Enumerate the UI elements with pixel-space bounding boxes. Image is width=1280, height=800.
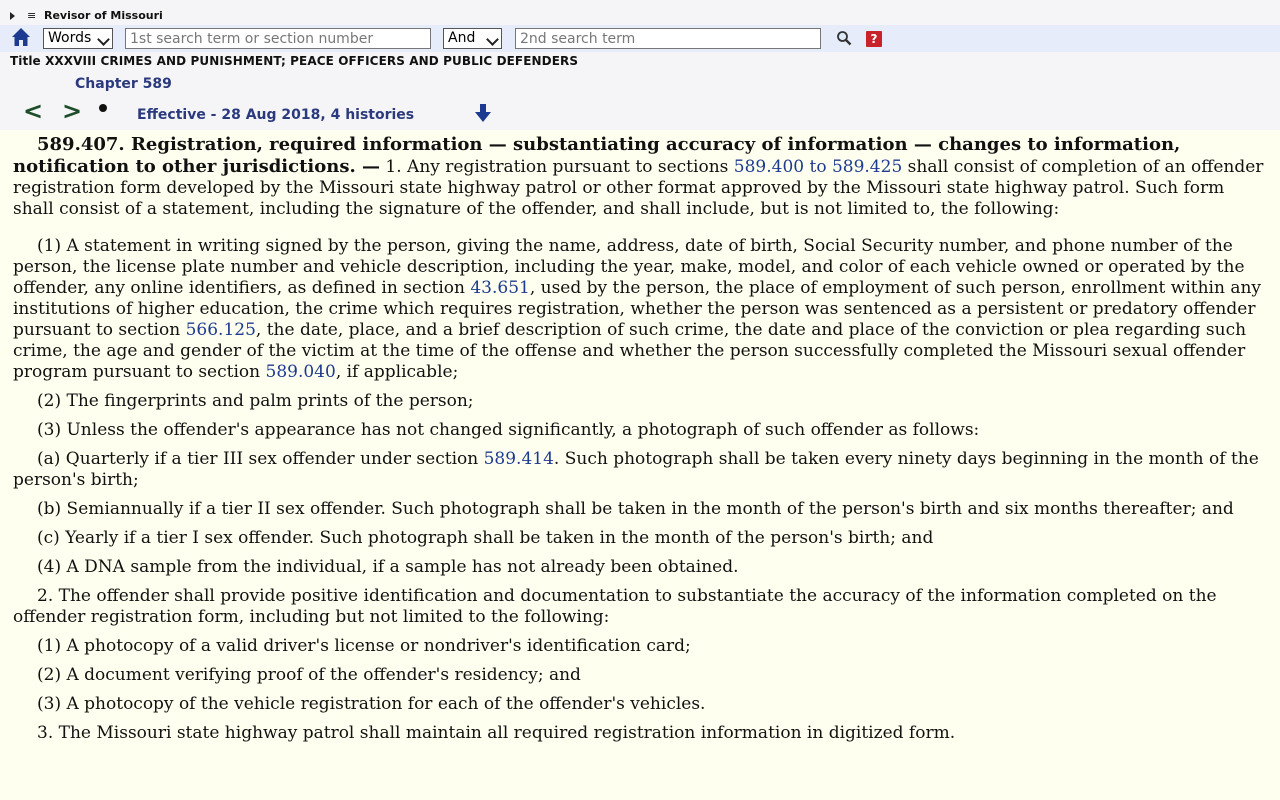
top-header [0,0,1280,130]
section-link[interactable]: 589.040 [265,362,336,382]
list-item: (c) Yearly if a tier I sex offender. Such photograph shall be taken in the month of the person's birth; and [37,528,934,548]
list-item: (2) A document verifying proof of the offender's residency; and [37,665,581,685]
chevron-down-icon [97,33,110,46]
search-mode-value: Words [48,30,92,46]
section-content [13,134,1268,752]
search-term1-input[interactable] [125,28,431,49]
prev-section-button[interactable]: < [23,97,44,125]
title-heading: Title XXXVIII CRIMES AND PUNISHMENT; PEACE OFFICERS AND PUBLIC DEFENDERS [10,54,579,68]
hamburger-icon[interactable]: ≡ [27,9,37,22]
section-paragraph: 589.407. Registration, required information — substantiating accuracy of information — changes to information, notification to other jurisdictions. — 1. Any registration pursuant to sections 589.400 to 589.425 shall consist of completion of an offender registration form developed by the Missouri state highway patrol or other format approved by the Missouri state highway patrol. Such form shall consist of a statement, including the signature of the offender, and shall include, but is not limited to, the following: [13,134,1264,219]
triangle-right-icon[interactable] [10,12,15,20]
list-item: (1) A photocopy of a valid driver's license or nondriver's identification card; [37,636,691,656]
search-bar [0,25,1280,52]
chevron-down-icon [486,33,499,46]
section-link[interactable]: 589.400 to 589.425 [733,157,903,177]
list-item: (4) A DNA sample from the individual, if a sample has not already been obtained. [37,557,739,577]
dot-icon[interactable] [99,104,107,112]
magnifier-icon[interactable] [836,30,852,46]
arrow-down-icon[interactable] [475,104,491,122]
list-item: (1) A statement in writing signed by the person, giving the name, address, date of birth, Social Security number, and phone number of the person, the license plate number and vehicle description, including the year, make, model, and color of each vehicle owned or operated by the offender, any online identifiers, as defined in section 43.651, used by the person, the place of employment of such person, enrollment within any institutions of higher education, the crime which requires registration, whether the person was sentenced as a persistent or predatory offender pursuant to section 566.125, the date, place, and a brief description of such crime, the date and place of the conviction or plea regarding such crime, the age and gender of the victim at the time of the offense and whether the person successfully completed the Missouri sexual offender program pursuant to section 589.040, if applicable; [13,236,1262,382]
home-icon[interactable] [11,27,31,47]
search-operator-value: And [448,30,476,46]
effective-date-link[interactable]: Effective - 28 Aug 2018, 4 histories [137,107,415,123]
section-link[interactable]: 43.651 [470,278,530,298]
next-section-button[interactable]: > [62,97,83,125]
list-item: (3) Unless the offender's appearance has not changed significantly, a photograph of such offender as follows: [37,420,980,440]
site-title-row [10,9,163,23]
search-mode-select[interactable] [43,28,113,49]
chapter-link[interactable]: Chapter 589 [75,76,172,92]
section-heading: 589.407. Registration, required information — substantiating accuracy of information — changes to information, notification to other jurisdictions. — [13,134,1181,177]
list-item: (a) Quarterly if a tier III sex offender under section 589.414. Such photograph shall be taken every ninety days beginning in the month of the person's birth; [13,449,1259,490]
list-item: (2) The fingerprints and palm prints of the person; [37,391,474,411]
help-icon[interactable]: ? [866,31,882,47]
search-operator-select[interactable] [443,28,502,49]
list-item: (b) Semiannually if a tier II sex offender. Such photograph shall be taken in the month of the person's birth and six months thereafter; and [37,499,1234,519]
section-paragraph: 3. The Missouri state highway patrol shall maintain all required registration information in digitized form. [37,723,956,743]
list-item: (3) A photocopy of the vehicle registration for each of the offender's vehicles. [37,694,706,714]
site-name[interactable]: Revisor of Missouri [44,9,163,22]
section-link[interactable]: 589.414 [483,449,554,469]
section-link[interactable]: 566.125 [185,320,256,340]
section-paragraph: 2. The offender shall provide positive identification and documentation to substantiate the accuracy of the information completed on the offender registration form, including but not limited to the following: [13,586,1217,627]
search-term2-input[interactable] [515,28,821,49]
